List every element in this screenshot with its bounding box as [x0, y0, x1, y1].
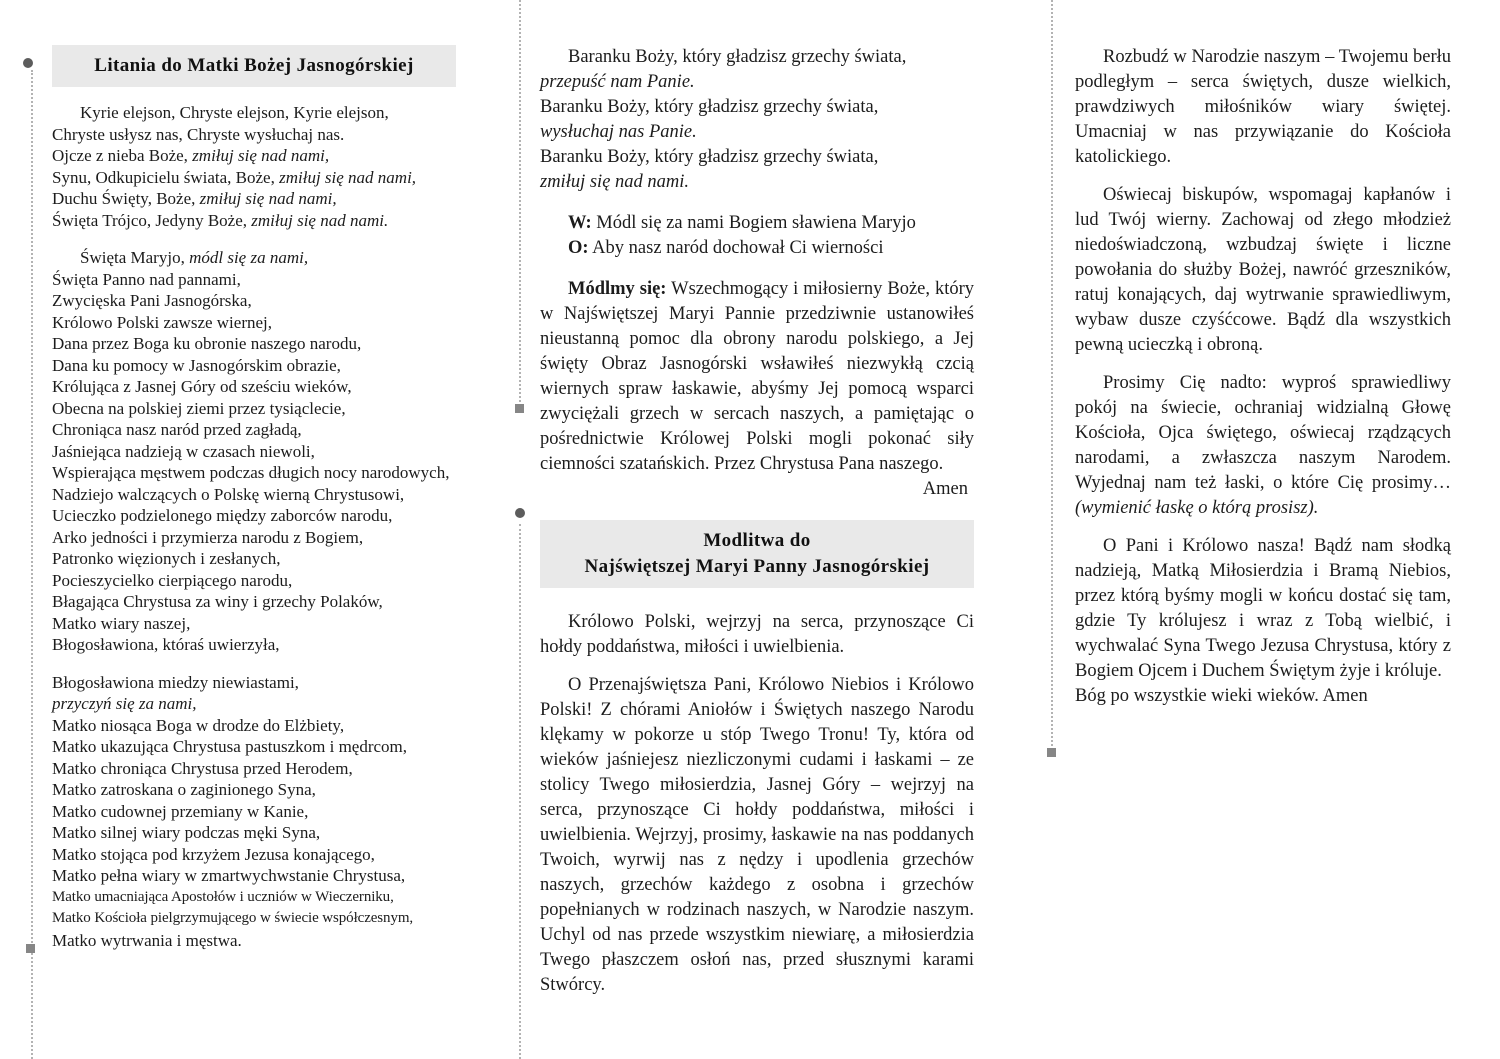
text-segment: Błogosławiona, któraś uwierzyła, [52, 635, 280, 654]
litany-line [540, 145, 974, 170]
paragraph [540, 673, 974, 998]
text-segment: Matko ukazująca Chrystusa pastuszkom i mędrcom, [52, 737, 408, 756]
paragraph [540, 610, 974, 660]
text-segment: przepuść nam Panie. [540, 72, 695, 92]
litany-line [52, 570, 456, 592]
litany-line [52, 484, 456, 506]
litany-line [52, 188, 456, 210]
text-segment: W: [568, 213, 592, 233]
litany-line [52, 779, 456, 801]
text-segment: O Przenajświętsza Pani, Królowo Niebios i Królowo Polski! Z chórami Aniołów i Świętych naszego Narodu klękamy w pokorze u stóp Twego Tronu! Ty, która od wieków jaśniejesz niezliczonymi cudami i łaskami – ze stolicy Twego miłosierdzia, Jasnej Góry – wejrzyj na serca, przynoszące Ci hołdy poddaństwa, miłości i uwielbienia. Wejrzyj, prosimy, łaskawie na nas poddanych Twoich, wyrwij nas z nędzy i upodlenia grzechów naszych, grzechów każdego z osobna i grzechów popełnianych w rodzinach naszych, w Narodzie naszym. Uchyl od nas przede wszystkim niewiarę, a miłosierdzia Twego płaszczem osłoń nas, przed słusznymi karami Stwórcy. [540, 675, 974, 995]
litany-line [52, 167, 456, 189]
litany-line [52, 865, 456, 887]
text-segment: Święta Maryjo, [80, 248, 190, 267]
litany-line [540, 211, 974, 236]
heading-line: Najświętszej Maryi Panny Jasnogórskiej [584, 556, 930, 577]
text-segment: Matko cudownej przemiany w Kanie, [52, 801, 309, 821]
text-segment: Matko chroniąca Chrystusa przed Herodem, [52, 758, 353, 778]
text-segment: Módlmy się: [568, 279, 667, 299]
stanza [52, 672, 456, 952]
litany-line [540, 170, 974, 195]
text-segment: Zwycięska Pani Jasnogórska, [52, 291, 252, 310]
paragraph [1075, 534, 1451, 684]
fold-dot-icon [515, 508, 525, 518]
litany-line [52, 634, 456, 656]
litany-line [540, 120, 974, 145]
text-segment: Baranku Boży, który gładzisz grzechy świata, [540, 97, 879, 117]
text-segment: O: [568, 238, 589, 258]
text-segment: Arko jedności i przymierza narodu z Bogiem, [52, 527, 364, 547]
text-segment: zmiłuj się nad nami, [199, 189, 337, 208]
text-segment: zmiłuj się nad nami. [540, 172, 690, 192]
text-segment: Matko wiary naszej, [52, 613, 191, 633]
fold-line-left [31, 70, 33, 1059]
text-segment: zmiłuj się nad nami, [192, 146, 330, 165]
litany-line [52, 269, 456, 291]
text-segment: Dana przez Boga ku obronie naszego narodu, [52, 334, 362, 353]
litany-line [52, 822, 456, 844]
stanza [540, 45, 974, 195]
text-segment: Błagająca Chrystusa za winy i grzechy Polaków, [52, 592, 383, 611]
text-segment: Święta Trójco, Jedyny Boże, [52, 210, 252, 230]
section-heading [52, 45, 456, 87]
fold-line-middle-top [519, 0, 521, 406]
litany-line [52, 419, 456, 441]
text-segment: Módl się za nami Bogiem sławiena Maryjo [591, 213, 916, 233]
litany-line [52, 715, 456, 737]
litany-line [52, 333, 456, 355]
litany-line [52, 930, 456, 952]
text-segment: Królowo Polski, wejrzyj na serca, przynoszące Ci hołdy poddaństwa, miłości i uwielbienia. [540, 612, 974, 657]
litany-line [52, 908, 456, 930]
litany-line [52, 505, 456, 527]
text-segment: zmiłuj się nad nami, [279, 167, 417, 187]
text-segment: Ucieczko podzielonego między zaborców narodu, [52, 506, 393, 525]
litany-line [52, 548, 456, 570]
litany-line [52, 398, 456, 420]
litany-line [52, 887, 456, 909]
litany-line [52, 527, 456, 549]
column-middle [540, 45, 974, 1011]
litany-line [52, 210, 456, 232]
text-segment: Królowo Polski zawsze wiernej, [52, 312, 273, 332]
text-segment: Obecna na polskiej ziemi przez tysiąclecie, [52, 398, 346, 418]
text-segment: Królująca z Jasnej Góry od sześciu wieków, [52, 377, 352, 396]
litany-line [52, 736, 456, 758]
fold-square-icon [515, 404, 524, 413]
text-segment: Dana ku pomocy w Jasnogórskim obrazie, [52, 355, 341, 375]
text-segment: Święta Panno nad pannami, [52, 269, 241, 289]
text-segment: O Pani i Królowo nasza! Bądź nam słodką nadzieją, Matką Miłosierdzia i Bramą Niebios, przez którą byśmy mogli w końcu dostać się tam, gdzie Ty królujesz i wraz z Tobą wielbić, i wychwalać Syna Twego Jezusa Chrystusa, który z Bogiem Ojcem i Duchem Świętym żyje i króluje. [1075, 536, 1451, 681]
fold-square-icon [26, 944, 35, 953]
litany-line [540, 70, 974, 95]
litany-line [52, 844, 456, 866]
stanza [52, 247, 456, 656]
text-segment: Jaśniejąca nadzieją w czasach niewoli, [52, 441, 315, 461]
stanza [540, 211, 974, 261]
text-segment: Matko stojąca pod krzyżem Jezusa konającego, [52, 844, 375, 864]
fold-line-middle-bottom [519, 524, 521, 1059]
paragraph [1075, 183, 1451, 358]
text-segment: Patronko więzionych i zesłanych, [52, 549, 281, 568]
amen-line [540, 477, 974, 502]
text-segment: Matko umacniająca Apostołów i uczniów w Wieczerniku, [52, 888, 394, 905]
litany-line [52, 693, 456, 715]
text-segment: Matko wytrwania i męstwa. [52, 930, 242, 950]
column-right [1075, 45, 1451, 711]
litany-line [540, 45, 974, 70]
text-segment: Aby nasz naród dochował Ci wierności [588, 238, 884, 258]
litany-line [52, 801, 456, 823]
litany-line [540, 236, 974, 261]
text-segment: Matko Kościoła pielgrzymującego w świecie współczesnym, [52, 910, 414, 926]
litany-line [52, 102, 456, 124]
litany-line [52, 355, 456, 377]
litany-line [52, 145, 456, 167]
text-segment: Duchu Święty, Boże, [52, 189, 200, 208]
text-segment: Chryste usłysz nas, Chryste wysłuchaj nas. [52, 124, 345, 144]
closing-line [1075, 684, 1451, 709]
text-segment: Chroniąca nasz naród przed zagładą, [52, 420, 302, 439]
litany-line [540, 95, 974, 120]
litany-line [52, 613, 456, 635]
text-segment: (wymienić łaskę o którą prosisz). [1075, 498, 1319, 518]
text-segment: Prosimy Cię nadto: wyproś sprawiedliwy pokój na świecie, ochraniaj widzialną Głowę Kościoła, Ojca świętego, oświecaj rządzących narodami, a zwłaszcza naszym Narodem. Wyjednaj nam też łaski, o które Cię prosimy… [1075, 373, 1451, 493]
fold-line-right [1051, 0, 1053, 746]
text-segment: Baranku Boży, który gładzisz grzechy świata, [540, 147, 879, 167]
litany-line [52, 462, 456, 484]
text-segment: Rozbudź w Narodzie naszym – Twojemu berłu podległym – serca świętych, dusze wielkich, prawdziwych miłośników wiary świętej. Umacniaj w nas przywiązanie do Kościoła katolickiego. [1075, 47, 1451, 167]
text-segment: Matko zatroskana o zaginionego Syna, [52, 780, 316, 799]
text-segment: Synu, Odkupicielu świata, Boże, [52, 167, 280, 187]
litany-line [52, 290, 456, 312]
stanza [52, 102, 456, 231]
litany-line [52, 312, 456, 334]
litany-line [52, 124, 456, 146]
text-segment: Oświecaj biskupów, wspomagaj kapłanów i lud Twój wierny. Zachowaj od złego młodzież niedoświadczoną, wzbudzaj święte i liczne powołania do służby Bożej, nawróć grzeszników, ratuj konających, daj wytrwanie sprawiedliwym, wybaw dusze czyśćcowe. Bądź dla wszystkich pewną ucieczką i obroną. [1075, 185, 1451, 355]
fold-dot-icon [23, 58, 33, 68]
litany-line [52, 672, 456, 694]
heading-line: Modlitwa do [703, 530, 811, 551]
text-segment: Ojcze z nieba Boże, [52, 146, 193, 165]
column-left [52, 45, 456, 967]
heading-line: Litania do Matki Bożej Jasnogórskiej [94, 55, 414, 76]
text-segment: Błogosławiona miedzy niewiastami, [52, 672, 299, 692]
paragraph [1075, 371, 1451, 521]
litany-line [52, 441, 456, 463]
text-segment: Baranku Boży, który gładzisz grzechy świata, [568, 47, 907, 67]
text-segment: módl się za nami, [189, 248, 309, 267]
paragraph [1075, 45, 1451, 170]
text-segment: Wszechmogący i miłosierny Boże, który w Najświętszej Maryi Pannie przedziwnie ustanowiłeś nieustanną pomoc dla obrony narodu polskiego, a Jej święty Obraz Jasnogórski wsławiłeś niezwykłą czcią wiernych spraw łaskawie, abyśmy Jej pomocą wsparci zwyciężali grzech w sercach naszych, a pamiętając o pośrednictwie Królowej Polski mogli pokonać siły ciemności szatańskich. Przez Chrystusa Pana naszego. [540, 279, 975, 474]
text-segment: Kyrie elejson, Chryste elejson, Kyrie elejson, [80, 103, 389, 122]
litany-line [52, 758, 456, 780]
text-segment: Nadziejo walczących o Polskę wierną Chrystusowi, [52, 484, 405, 504]
text-segment: Bóg po wszystkie wieki wieków. Amen [1075, 686, 1368, 706]
text-segment: Matko niosąca Boga w drodze do Elżbiety, [52, 715, 345, 735]
fold-square-icon [1047, 748, 1056, 757]
text-segment: Matko silnej wiary podczas męki Syna, [52, 823, 321, 842]
text-segment: przyczyń się za nami, [52, 694, 197, 713]
text-segment: Wspierająca męstwem podczas długich nocy narodowych, [52, 463, 450, 482]
litany-line [52, 591, 456, 613]
litany-line [52, 247, 456, 269]
text-segment: zmiłuj się nad nami. [251, 210, 389, 230]
paragraph [540, 277, 974, 477]
litany-line [52, 376, 456, 398]
text-segment: wysłuchaj nas Panie. [540, 122, 697, 142]
text-segment: Amen [922, 479, 968, 499]
text-segment: Pocieszycielko cierpiącego narodu, [52, 570, 293, 590]
section-heading [540, 520, 974, 588]
text-segment: Matko pełna wiary w zmartwychwstanie Chrystusa, [52, 866, 406, 885]
